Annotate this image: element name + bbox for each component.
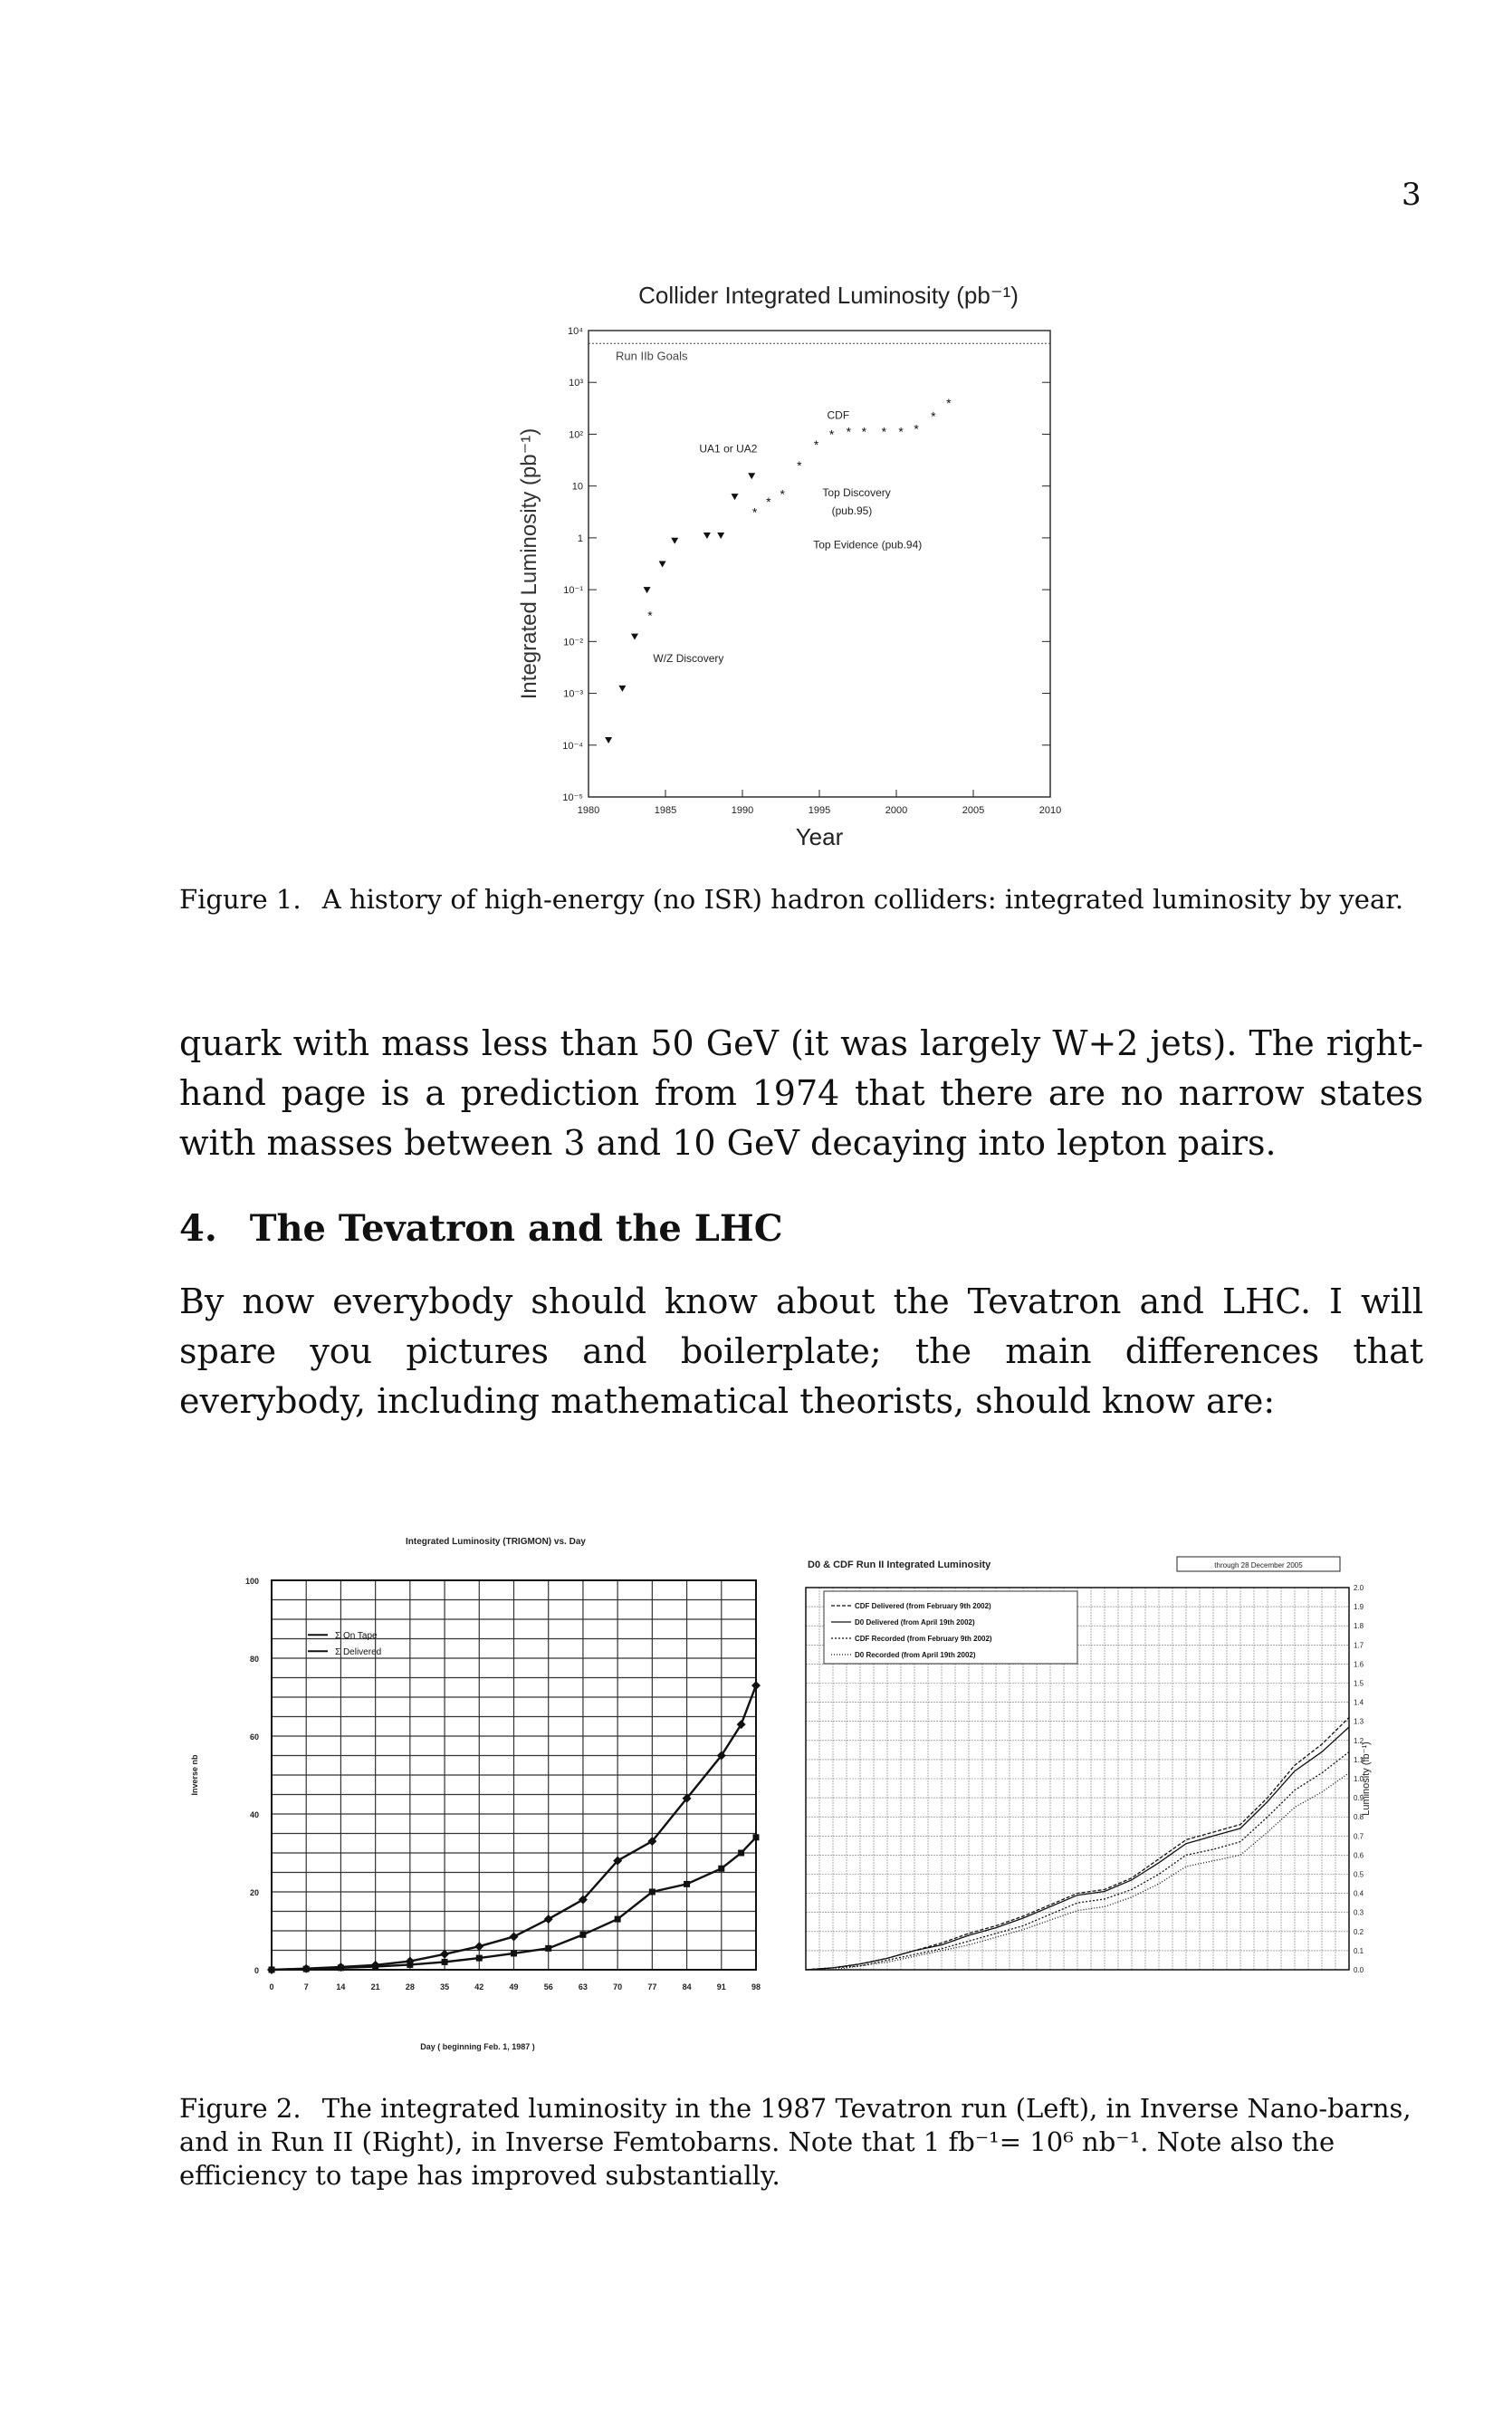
y-tick-label: 1.0 bbox=[1354, 1775, 1364, 1783]
data-point-star: * bbox=[751, 504, 758, 520]
data-point-triangle bbox=[605, 737, 612, 744]
data-point bbox=[545, 1945, 551, 1952]
figure1-caption-label: Figure 1. bbox=[179, 884, 301, 915]
section-title: The Tevatron and the LHC bbox=[249, 1207, 783, 1250]
y-tick-label: 1.5 bbox=[1354, 1679, 1364, 1688]
goal-label: Run IIb Goals bbox=[616, 349, 688, 363]
data-point-star: * bbox=[813, 437, 819, 452]
y-axis-label: Inverse nb bbox=[190, 1754, 199, 1796]
y-tick-label: 1.8 bbox=[1354, 1622, 1364, 1631]
y-tick-label: 10⁻³ bbox=[563, 688, 583, 700]
annotation: (pub.95) bbox=[831, 504, 873, 518]
figure1-caption bbox=[179, 883, 1423, 916]
paragraph-2: By now everybody should know about the Tevatron and LHC. I will spare you pictures and boilerplate; the main differences that everybody, including mathematical theorists, should know are: bbox=[179, 1281, 1423, 1421]
y-tick-label: 1.3 bbox=[1354, 1717, 1364, 1726]
x-tick-label: 56 bbox=[543, 1982, 553, 1991]
x-tick-label: 0 bbox=[269, 1982, 274, 1991]
y-tick-label: 1.9 bbox=[1354, 1603, 1364, 1612]
y-tick-label: 0.7 bbox=[1354, 1832, 1364, 1841]
y-tick-label: 0 bbox=[254, 1966, 259, 1975]
y-tick-label: 10⁻⁵ bbox=[562, 792, 583, 803]
x-tick-label: 2005 bbox=[962, 805, 985, 816]
data-point bbox=[510, 1932, 519, 1941]
paragraph-1: quark with mass less than 50 GeV (it was largely W+2 jets). The right-hand page is a prediction from 1974 that there are no narrow states with masses between 3 and 10 GeV decaying into lepton pairs. bbox=[179, 1023, 1423, 1163]
chart-subtitle: through 28 December 2005 bbox=[1214, 1561, 1303, 1569]
x-tick-label: 1985 bbox=[654, 805, 677, 816]
y-tick-label: 10⁴ bbox=[568, 326, 583, 337]
data-point bbox=[440, 1950, 449, 1959]
data-point-star: * bbox=[898, 424, 904, 439]
page-number: 3 bbox=[1402, 177, 1421, 213]
x-tick-label: 1980 bbox=[577, 805, 600, 816]
x-tick-label: 1990 bbox=[731, 805, 754, 816]
data-point-star: * bbox=[766, 494, 771, 509]
annotation: W/Z Discovery bbox=[653, 652, 724, 666]
y-tick-label: 2.0 bbox=[1354, 1584, 1364, 1592]
data-point bbox=[511, 1950, 517, 1956]
y-tick-label: 1.4 bbox=[1354, 1698, 1364, 1707]
data-point-triangle bbox=[717, 533, 724, 539]
data-point bbox=[474, 1942, 483, 1951]
y-tick-label: 0.8 bbox=[1354, 1813, 1364, 1822]
figure2-caption bbox=[179, 2092, 1423, 2193]
y-axis-label: Integrated Luminosity (pb⁻¹) bbox=[517, 427, 541, 700]
annotation: Top Discovery bbox=[822, 486, 891, 500]
x-tick-label: 7 bbox=[303, 1982, 309, 1991]
x-tick-label: 28 bbox=[405, 1982, 415, 1991]
data-point bbox=[753, 1834, 760, 1840]
y-tick-label: 1.1 bbox=[1354, 1755, 1364, 1764]
y-tick-label: 10⁻⁴ bbox=[562, 740, 583, 752]
data-point bbox=[615, 1916, 621, 1923]
chart-title: Integrated Luminosity (TRIGMON) vs. Day bbox=[406, 1537, 586, 1547]
y-tick-label: 10⁻¹ bbox=[563, 585, 583, 597]
x-tick-label: 91 bbox=[716, 1982, 726, 1991]
data-point-triangle bbox=[659, 561, 666, 568]
y-tick-label: 1 bbox=[577, 533, 583, 544]
plot-frame bbox=[589, 331, 1050, 797]
y-tick-label: 10³ bbox=[569, 378, 583, 389]
y-tick-label: 0.3 bbox=[1354, 1908, 1364, 1917]
figure2-caption-text: The integrated luminosity in the 1987 Tevatron run (Left), in Inverse Nano-barns, and in Run II (Right), in Inverse Femtobarns. Note that 1 fb⁻¹= 10⁶ nb⁻¹. Note also the efficiency to tape has improved substantially. bbox=[179, 2093, 1412, 2191]
x-tick-label: 63 bbox=[578, 1982, 588, 1991]
y-tick-label: 1.2 bbox=[1354, 1736, 1364, 1745]
figure2-right-chart bbox=[797, 1553, 1376, 1979]
data-point-star: * bbox=[797, 457, 802, 473]
data-point-triangle bbox=[644, 587, 651, 593]
data-point-star: * bbox=[828, 427, 835, 442]
data-point-triangle bbox=[732, 494, 739, 500]
y-tick-label: 0.0 bbox=[1354, 1966, 1364, 1974]
x-tick-label: 42 bbox=[474, 1982, 484, 1991]
x-tick-label: 98 bbox=[751, 1982, 761, 1991]
figure1-caption-text: A history of high-energy (no ISR) hadron colliders: integrated luminosity by year. bbox=[321, 884, 1404, 915]
data-point-star: * bbox=[780, 486, 785, 502]
legend-label: Σ On Tape bbox=[335, 1631, 378, 1642]
data-point bbox=[751, 1681, 761, 1690]
y-axis-label: Luminosity (fb⁻¹) bbox=[1361, 1742, 1372, 1816]
x-axis-label: Day ( beginning Feb. 1, 1987 ) bbox=[420, 2042, 535, 2051]
data-point-triangle bbox=[618, 686, 626, 692]
x-tick-label: 1995 bbox=[808, 805, 831, 816]
chart-title: D0 & CDF Run II Integrated Luminosity bbox=[808, 1559, 991, 1570]
annotation: CDF bbox=[827, 408, 850, 422]
x-tick-label: 84 bbox=[682, 1982, 692, 1991]
y-tick-label: 10 bbox=[571, 481, 583, 493]
legend-label: D0 Delivered (from April 19th 2002) bbox=[855, 1618, 975, 1627]
y-tick-label: 100 bbox=[244, 1577, 259, 1586]
y-tick-label: 20 bbox=[249, 1888, 259, 1897]
y-tick-label: 80 bbox=[249, 1655, 259, 1664]
annotation: Top Evidence (pub.94) bbox=[813, 538, 923, 552]
section-number: 4. bbox=[179, 1207, 217, 1250]
data-point-star: * bbox=[931, 408, 936, 424]
data-point bbox=[579, 1932, 586, 1938]
data-point-star: * bbox=[846, 424, 852, 439]
x-tick-label: 77 bbox=[647, 1982, 657, 1991]
legend-label: CDF Recorded (from February 9th 2002) bbox=[855, 1635, 992, 1643]
x-tick-label: 2010 bbox=[1038, 805, 1062, 816]
legend-label: CDF Delivered (from February 9th 2002) bbox=[855, 1602, 991, 1610]
data-point bbox=[718, 1866, 724, 1872]
y-tick-label: 40 bbox=[249, 1810, 259, 1819]
y-tick-label: 0.6 bbox=[1354, 1851, 1364, 1860]
legend-label: D0 Recorded (from April 19th 2002) bbox=[855, 1651, 976, 1659]
y-tick-label: 1.7 bbox=[1354, 1641, 1364, 1650]
y-tick-label: 0.2 bbox=[1354, 1927, 1364, 1936]
data-point-triangle bbox=[671, 538, 678, 544]
figure2-left-chart bbox=[172, 1508, 788, 2051]
y-tick-label: 0.4 bbox=[1354, 1889, 1364, 1898]
data-point-star: * bbox=[914, 421, 919, 437]
x-tick-label: 14 bbox=[336, 1982, 346, 1991]
figure1-chart bbox=[507, 276, 1159, 856]
data-point-triangle bbox=[748, 473, 755, 479]
y-tick-label: 0.9 bbox=[1354, 1794, 1364, 1803]
figure2-caption-label: Figure 2. bbox=[179, 2093, 301, 2124]
y-tick-label: 60 bbox=[249, 1732, 259, 1742]
data-point-star: * bbox=[861, 424, 867, 439]
x-tick-label: 35 bbox=[440, 1982, 450, 1991]
x-tick-label: 49 bbox=[509, 1982, 519, 1991]
x-tick-label: 2000 bbox=[885, 805, 908, 816]
data-point bbox=[684, 1881, 690, 1887]
x-tick-label: 21 bbox=[370, 1982, 380, 1991]
y-tick-label: 1.6 bbox=[1354, 1660, 1364, 1669]
legend-label: Σ Delivered bbox=[335, 1647, 382, 1658]
y-tick-label: 10² bbox=[569, 429, 583, 441]
y-tick-label: 0.1 bbox=[1354, 1946, 1364, 1955]
section-heading bbox=[179, 1207, 783, 1250]
data-point-triangle bbox=[631, 634, 638, 640]
data-point-star: * bbox=[881, 424, 887, 439]
annotation: UA1 or UA2 bbox=[699, 442, 758, 456]
data-point bbox=[649, 1889, 656, 1895]
chart-title: Collider Integrated Luminosity (pb⁻¹) bbox=[638, 282, 1019, 309]
data-point-triangle bbox=[703, 533, 711, 539]
y-tick-label: 0.5 bbox=[1354, 1870, 1364, 1879]
y-tick-label: 10⁻² bbox=[563, 637, 583, 648]
x-axis-label: Year bbox=[795, 823, 844, 850]
data-point-star: * bbox=[946, 396, 952, 411]
data-point bbox=[442, 1959, 448, 1965]
data-point bbox=[476, 1955, 483, 1962]
x-tick-label: 70 bbox=[613, 1982, 623, 1991]
data-point-star: * bbox=[647, 608, 653, 623]
data-point bbox=[738, 1850, 744, 1857]
data-point bbox=[544, 1915, 553, 1924]
